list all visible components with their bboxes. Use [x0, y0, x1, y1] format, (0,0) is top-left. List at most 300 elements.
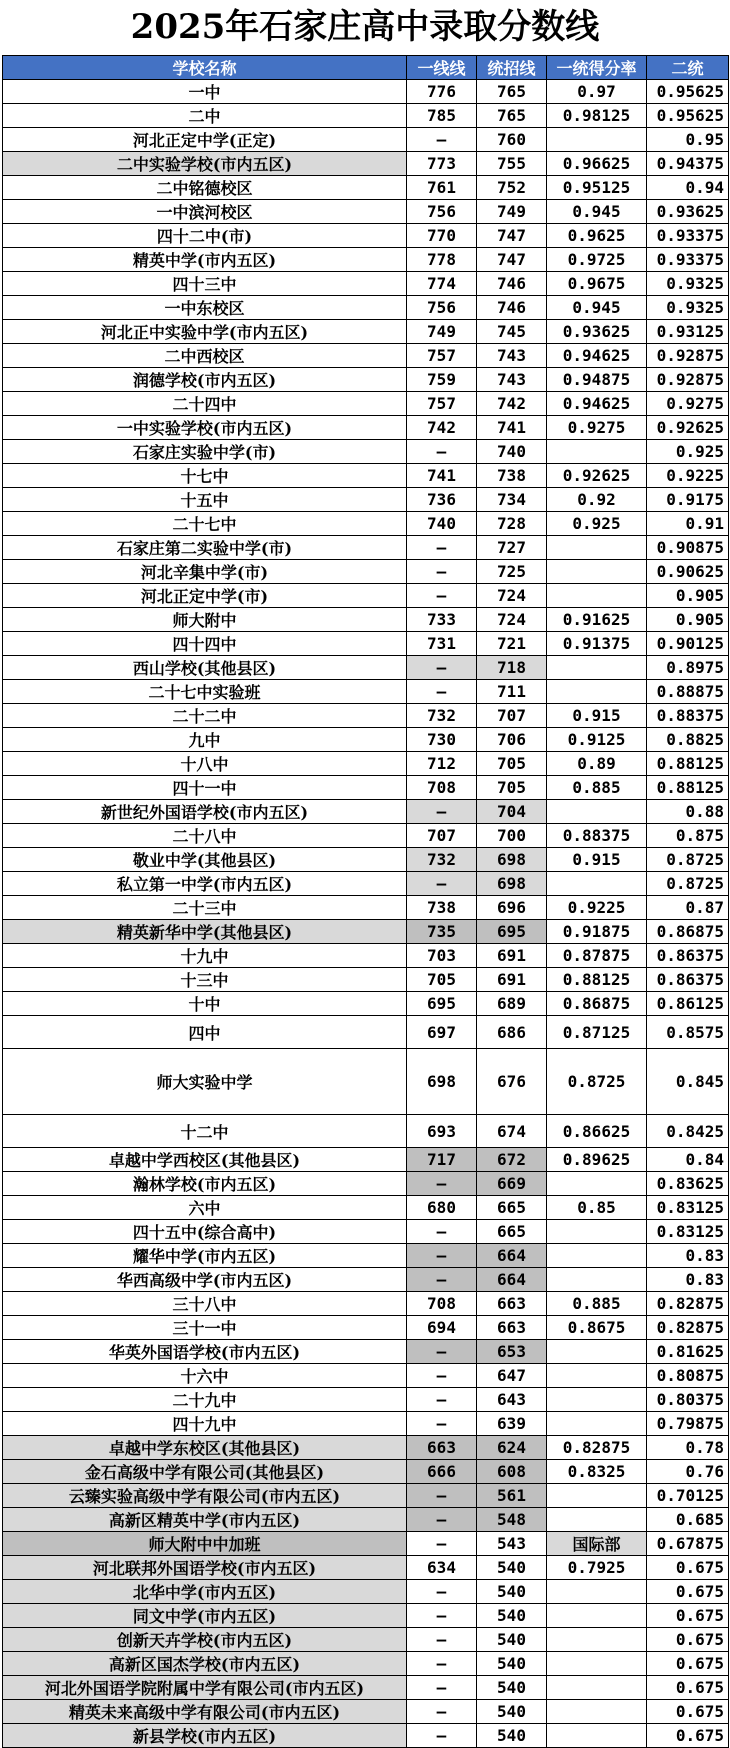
- unified-line-cell: 665: [477, 1220, 547, 1244]
- second-unified-cell: 0.875: [647, 824, 729, 848]
- unified-line-cell: 749: [477, 200, 547, 224]
- second-unified-cell: 0.83125: [647, 1220, 729, 1244]
- score-rate-cell: 0.98125: [547, 104, 647, 128]
- unified-line-cell: 561: [477, 1484, 547, 1508]
- table-row: [3, 320, 729, 344]
- line-one-cell: 735: [407, 920, 477, 944]
- line-one-cell: –: [407, 1580, 477, 1604]
- line-one-cell: 740: [407, 512, 477, 536]
- score-rate-cell: 0.91875: [547, 920, 647, 944]
- score-rate-cell: [547, 1364, 647, 1388]
- unified-line-cell: 669: [477, 1172, 547, 1196]
- school-name-cell: 二十九中: [3, 1388, 407, 1412]
- second-unified-cell: 0.92875: [647, 344, 729, 368]
- table-row: [3, 1412, 729, 1436]
- score-rate-cell: 0.85: [547, 1196, 647, 1220]
- line-one-cell: 749: [407, 320, 477, 344]
- table-row: [3, 1148, 729, 1172]
- line-one-cell: 742: [407, 416, 477, 440]
- line-one-cell: –: [407, 536, 477, 560]
- school-name-cell: 华西高级中学(市内五区): [3, 1268, 407, 1292]
- unified-line-cell: 718: [477, 656, 547, 680]
- table-row: [3, 752, 729, 776]
- table-row: [3, 848, 729, 872]
- school-name-cell: 云臻实验高级中学有限公司(市内五区): [3, 1484, 407, 1508]
- second-unified-cell: 0.94: [647, 176, 729, 200]
- school-name-cell: 精英中学(市内五区): [3, 248, 407, 272]
- unified-line-cell: 674: [477, 1115, 547, 1148]
- second-unified-cell: 0.94375: [647, 152, 729, 176]
- school-name-cell: 精英新华中学(其他县区): [3, 920, 407, 944]
- unified-line-cell: 743: [477, 368, 547, 392]
- table-row: [3, 248, 729, 272]
- table-row: [3, 632, 729, 656]
- score-rate-cell: [547, 1676, 647, 1700]
- score-rate-cell: [547, 1484, 647, 1508]
- second-unified-cell: 0.845: [647, 1049, 729, 1115]
- score-rate-cell: 0.945: [547, 200, 647, 224]
- table-row: [3, 800, 729, 824]
- table-row: [3, 1508, 729, 1532]
- second-unified-cell: 0.83625: [647, 1172, 729, 1196]
- line-one-cell: 738: [407, 896, 477, 920]
- table-row: [3, 1700, 729, 1724]
- score-rate-cell: 0.97: [547, 80, 647, 104]
- second-unified-cell: 0.86125: [647, 992, 729, 1016]
- line-one-cell: –: [407, 1628, 477, 1652]
- line-one-cell: –: [407, 1484, 477, 1508]
- school-name-cell: 润德学校(市内五区): [3, 368, 407, 392]
- line-one-cell: –: [407, 1604, 477, 1628]
- second-unified-cell: 0.83: [647, 1244, 729, 1268]
- score-rate-cell: [547, 800, 647, 824]
- line-one-cell: 666: [407, 1460, 477, 1484]
- school-name-cell: 二十二中: [3, 704, 407, 728]
- line-one-cell: 634: [407, 1556, 477, 1580]
- table-row: [3, 440, 729, 464]
- unified-line-cell: 700: [477, 824, 547, 848]
- unified-line-cell: 728: [477, 512, 547, 536]
- school-name-cell: 二十七中实验班: [3, 680, 407, 704]
- table-row: [3, 176, 729, 200]
- table-row: [3, 1652, 729, 1676]
- score-rate-cell: [547, 1412, 647, 1436]
- line-one-cell: 736: [407, 488, 477, 512]
- second-unified-cell: 0.93125: [647, 320, 729, 344]
- line-one-cell: –: [407, 584, 477, 608]
- unified-line-cell: 765: [477, 80, 547, 104]
- school-name-cell: 精英未来高级中学有限公司(市内五区): [3, 1700, 407, 1724]
- second-unified-cell: 0.905: [647, 608, 729, 632]
- unified-line-cell: 664: [477, 1244, 547, 1268]
- school-name-cell: 三十一中: [3, 1316, 407, 1340]
- score-rate-cell: 0.9225: [547, 896, 647, 920]
- second-unified-cell: 0.9225: [647, 464, 729, 488]
- score-rate-cell: [547, 128, 647, 152]
- second-unified-cell: 0.90625: [647, 560, 729, 584]
- unified-line-cell: 707: [477, 704, 547, 728]
- score-rate-cell: [547, 1724, 647, 1748]
- school-name-cell: 四十九中: [3, 1412, 407, 1436]
- table-row: [3, 728, 729, 752]
- unified-line-cell: 705: [477, 752, 547, 776]
- second-unified-cell: 0.675: [647, 1676, 729, 1700]
- table-row: [3, 1388, 729, 1412]
- table-row: [3, 272, 729, 296]
- score-rate-cell: [547, 1652, 647, 1676]
- line-one-cell: 698: [407, 1049, 477, 1115]
- unified-line-cell: 755: [477, 152, 547, 176]
- school-name-cell: 卓越中学东校区(其他县区): [3, 1436, 407, 1460]
- line-one-cell: 663: [407, 1436, 477, 1460]
- school-name-cell: 金石高级中学有限公司(其他县区): [3, 1460, 407, 1484]
- table-row: [3, 1196, 729, 1220]
- second-unified-cell: 0.83125: [647, 1196, 729, 1220]
- line-one-cell: 757: [407, 344, 477, 368]
- unified-line-cell: 698: [477, 848, 547, 872]
- second-unified-cell: 0.88875: [647, 680, 729, 704]
- second-unified-cell: 0.675: [647, 1652, 729, 1676]
- score-rate-cell: 国际部: [547, 1532, 647, 1556]
- score-rate-cell: 0.9125: [547, 728, 647, 752]
- score-rate-cell: 0.885: [547, 1292, 647, 1316]
- unified-line-cell: 741: [477, 416, 547, 440]
- unified-line-cell: 745: [477, 320, 547, 344]
- line-one-cell: 756: [407, 296, 477, 320]
- table-row: [3, 1628, 729, 1652]
- school-name-cell: 耀华中学(市内五区): [3, 1244, 407, 1268]
- school-name-cell: 河北正定中学(市): [3, 584, 407, 608]
- line-one-cell: 757: [407, 392, 477, 416]
- unified-line-cell: 698: [477, 872, 547, 896]
- line-one-cell: –: [407, 128, 477, 152]
- table-row: [3, 584, 729, 608]
- line-one-cell: 731: [407, 632, 477, 656]
- unified-line-cell: 743: [477, 344, 547, 368]
- score-rate-cell: 0.88125: [547, 968, 647, 992]
- score-rate-cell: [547, 656, 647, 680]
- unified-line-cell: 647: [477, 1364, 547, 1388]
- unified-line-cell: 608: [477, 1460, 547, 1484]
- second-unified-cell: 0.90875: [647, 536, 729, 560]
- school-name-cell: 敬业中学(其他县区): [3, 848, 407, 872]
- school-name-cell: 二十三中: [3, 896, 407, 920]
- second-unified-cell: 0.8575: [647, 1016, 729, 1049]
- table-row: [3, 200, 729, 224]
- table-row: [3, 824, 729, 848]
- line-one-cell: 708: [407, 1292, 477, 1316]
- unified-line-cell: 686: [477, 1016, 547, 1049]
- score-rate-cell: 0.7925: [547, 1556, 647, 1580]
- second-unified-cell: 0.8725: [647, 872, 729, 896]
- school-name-cell: 二十七中: [3, 512, 407, 536]
- second-unified-cell: 0.88375: [647, 704, 729, 728]
- line-one-cell: –: [407, 1388, 477, 1412]
- second-unified-cell: 0.675: [647, 1580, 729, 1604]
- score-rate-cell: 0.8725: [547, 1049, 647, 1115]
- table-row: [3, 296, 729, 320]
- score-rate-cell: [547, 536, 647, 560]
- school-name-cell: 九中: [3, 728, 407, 752]
- school-name-cell: 师大附中: [3, 608, 407, 632]
- school-name-cell: 二中西校区: [3, 344, 407, 368]
- header-unified-line: 统招线: [477, 56, 547, 80]
- second-unified-cell: 0.675: [647, 1724, 729, 1748]
- score-rate-cell: [547, 584, 647, 608]
- school-name-cell: 十二中: [3, 1115, 407, 1148]
- unified-line-cell: 747: [477, 224, 547, 248]
- line-one-cell: 761: [407, 176, 477, 200]
- second-unified-cell: 0.78: [647, 1436, 729, 1460]
- table-row: [3, 992, 729, 1016]
- unified-line-cell: 540: [477, 1604, 547, 1628]
- school-name-cell: 四中: [3, 1016, 407, 1049]
- school-name-cell: 四十二中(市): [3, 224, 407, 248]
- line-one-cell: 785: [407, 104, 477, 128]
- line-one-cell: 730: [407, 728, 477, 752]
- line-one-cell: –: [407, 1268, 477, 1292]
- second-unified-cell: 0.8975: [647, 656, 729, 680]
- unified-line-cell: 540: [477, 1676, 547, 1700]
- line-one-cell: 773: [407, 152, 477, 176]
- line-one-cell: –: [407, 800, 477, 824]
- score-rate-cell: 0.9675: [547, 272, 647, 296]
- unified-line-cell: 706: [477, 728, 547, 752]
- score-rate-cell: [547, 560, 647, 584]
- line-one-cell: –: [407, 1172, 477, 1196]
- table-row: [3, 1292, 729, 1316]
- score-rate-cell: [547, 1700, 647, 1724]
- second-unified-cell: 0.685: [647, 1508, 729, 1532]
- score-rate-cell: 0.91625: [547, 608, 647, 632]
- second-unified-cell: 0.83: [647, 1268, 729, 1292]
- score-rate-cell: [547, 1244, 647, 1268]
- score-rate-cell: 0.94625: [547, 344, 647, 368]
- score-rate-cell: [547, 1340, 647, 1364]
- line-one-cell: –: [407, 1508, 477, 1532]
- school-name-cell: 新世纪外国语学校(市内五区): [3, 800, 407, 824]
- table-row: [3, 416, 729, 440]
- unified-line-cell: 540: [477, 1556, 547, 1580]
- line-one-cell: 733: [407, 608, 477, 632]
- score-rate-cell: 0.88375: [547, 824, 647, 848]
- school-name-cell: 师大附中中加班: [3, 1532, 407, 1556]
- line-one-cell: –: [407, 1340, 477, 1364]
- score-rate-cell: 0.82875: [547, 1436, 647, 1460]
- line-one-cell: 707: [407, 824, 477, 848]
- school-name-cell: 二中: [3, 104, 407, 128]
- table-row: [3, 1220, 729, 1244]
- school-name-cell: 四十三中: [3, 272, 407, 296]
- second-unified-cell: 0.93375: [647, 224, 729, 248]
- line-one-cell: 756: [407, 200, 477, 224]
- unified-line-cell: 740: [477, 440, 547, 464]
- unified-line-cell: 540: [477, 1652, 547, 1676]
- second-unified-cell: 0.93625: [647, 200, 729, 224]
- second-unified-cell: 0.675: [647, 1700, 729, 1724]
- second-unified-cell: 0.91: [647, 512, 729, 536]
- table-row: [3, 1340, 729, 1364]
- table-row: [3, 1172, 729, 1196]
- unified-line-cell: 721: [477, 632, 547, 656]
- table-row: [3, 344, 729, 368]
- school-name-cell: 师大实验中学: [3, 1049, 407, 1115]
- table-row: [3, 920, 729, 944]
- second-unified-cell: 0.82875: [647, 1316, 729, 1340]
- second-unified-cell: 0.9325: [647, 296, 729, 320]
- school-name-cell: 十中: [3, 992, 407, 1016]
- table-row: [3, 704, 729, 728]
- unified-line-cell: 738: [477, 464, 547, 488]
- score-rate-cell: 0.86625: [547, 1115, 647, 1148]
- line-one-cell: 732: [407, 704, 477, 728]
- table-row: [3, 128, 729, 152]
- table-row: [3, 104, 729, 128]
- school-name-cell: 私立第一中学(市内五区): [3, 872, 407, 896]
- unified-line-cell: 724: [477, 608, 547, 632]
- unified-line-cell: 727: [477, 536, 547, 560]
- score-rate-cell: 0.87875: [547, 944, 647, 968]
- school-name-cell: 三十八中: [3, 1292, 407, 1316]
- score-rate-cell: 0.8675: [547, 1316, 647, 1340]
- second-unified-cell: 0.675: [647, 1628, 729, 1652]
- school-name-cell: 二中实验学校(市内五区): [3, 152, 407, 176]
- score-rate-cell: 0.915: [547, 704, 647, 728]
- unified-line-cell: 765: [477, 104, 547, 128]
- line-one-cell: 732: [407, 848, 477, 872]
- score-rate-cell: 0.89: [547, 752, 647, 776]
- table-row: [3, 608, 729, 632]
- score-rate-cell: 0.94875: [547, 368, 647, 392]
- score-rate-cell: [547, 1508, 647, 1532]
- score-rate-cell: 0.915: [547, 848, 647, 872]
- school-name-cell: 河北外国语学院附属中学有限公司(市内五区): [3, 1676, 407, 1700]
- school-name-cell: 二十八中: [3, 824, 407, 848]
- unified-line-cell: 760: [477, 128, 547, 152]
- second-unified-cell: 0.9275: [647, 392, 729, 416]
- line-one-cell: –: [407, 680, 477, 704]
- second-unified-cell: 0.88125: [647, 776, 729, 800]
- line-one-cell: 695: [407, 992, 477, 1016]
- school-name-cell: 十七中: [3, 464, 407, 488]
- table-row: [3, 512, 729, 536]
- table-row: [3, 368, 729, 392]
- unified-line-cell: 663: [477, 1292, 547, 1316]
- score-rate-cell: 0.9625: [547, 224, 647, 248]
- school-name-cell: 十五中: [3, 488, 407, 512]
- table-row: [3, 1115, 729, 1148]
- line-one-cell: –: [407, 1532, 477, 1556]
- school-name-cell: 十九中: [3, 944, 407, 968]
- line-one-cell: 703: [407, 944, 477, 968]
- unified-line-cell: 663: [477, 1316, 547, 1340]
- score-rate-cell: 0.95125: [547, 176, 647, 200]
- second-unified-cell: 0.84: [647, 1148, 729, 1172]
- table-row: [3, 1580, 729, 1604]
- second-unified-cell: 0.93375: [647, 248, 729, 272]
- school-name-cell: 河北正定中学(正定): [3, 128, 407, 152]
- second-unified-cell: 0.82875: [647, 1292, 729, 1316]
- line-one-cell: –: [407, 1652, 477, 1676]
- unified-line-cell: 746: [477, 296, 547, 320]
- second-unified-cell: 0.90125: [647, 632, 729, 656]
- table-row: [3, 896, 729, 920]
- unified-line-cell: 695: [477, 920, 547, 944]
- unified-line-cell: 653: [477, 1340, 547, 1364]
- unified-line-cell: 691: [477, 968, 547, 992]
- unified-line-cell: 540: [477, 1700, 547, 1724]
- school-name-cell: 一中滨河校区: [3, 200, 407, 224]
- table-row: [3, 152, 729, 176]
- line-one-cell: 694: [407, 1316, 477, 1340]
- table-row: [3, 944, 729, 968]
- header-line-one: 一线线: [407, 56, 477, 80]
- unified-line-cell: 705: [477, 776, 547, 800]
- line-one-cell: 705: [407, 968, 477, 992]
- unified-line-cell: 689: [477, 992, 547, 1016]
- line-one-cell: 741: [407, 464, 477, 488]
- second-unified-cell: 0.8725: [647, 848, 729, 872]
- score-rate-cell: 0.8325: [547, 1460, 647, 1484]
- table-body: [3, 80, 729, 1748]
- school-name-cell: 一中东校区: [3, 296, 407, 320]
- second-unified-cell: 0.95: [647, 128, 729, 152]
- school-name-cell: 二中铭德校区: [3, 176, 407, 200]
- second-unified-cell: 0.79875: [647, 1412, 729, 1436]
- table-row: [3, 536, 729, 560]
- school-name-cell: 新县学校(市内五区): [3, 1724, 407, 1748]
- line-one-cell: 708: [407, 776, 477, 800]
- score-rate-cell: 0.94625: [547, 392, 647, 416]
- unified-line-cell: 704: [477, 800, 547, 824]
- line-one-cell: –: [407, 1364, 477, 1388]
- score-rate-cell: [547, 680, 647, 704]
- line-one-cell: –: [407, 440, 477, 464]
- second-unified-cell: 0.87: [647, 896, 729, 920]
- second-unified-cell: 0.8425: [647, 1115, 729, 1148]
- school-name-cell: 一中: [3, 80, 407, 104]
- score-rate-cell: [547, 872, 647, 896]
- table-row: [3, 1460, 729, 1484]
- score-rate-cell: [547, 1388, 647, 1412]
- line-one-cell: 759: [407, 368, 477, 392]
- score-rate-cell: 0.885: [547, 776, 647, 800]
- unified-line-cell: 548: [477, 1508, 547, 1532]
- school-name-cell: 北华中学(市内五区): [3, 1580, 407, 1604]
- unified-line-cell: 624: [477, 1436, 547, 1460]
- unified-line-cell: 664: [477, 1268, 547, 1292]
- unified-line-cell: 691: [477, 944, 547, 968]
- score-rate-cell: [547, 440, 647, 464]
- table-header-row: [3, 56, 729, 80]
- header-score-rate: 一统得分率: [547, 56, 647, 80]
- school-name-cell: 四十五中(综合高中): [3, 1220, 407, 1244]
- page-title: 2025年石家庄高中录取分数线: [130, 7, 600, 47]
- school-name-cell: 十三中: [3, 968, 407, 992]
- score-rate-cell: [547, 1628, 647, 1652]
- line-one-cell: –: [407, 1412, 477, 1436]
- table-row: [3, 1484, 729, 1508]
- unified-line-cell: 696: [477, 896, 547, 920]
- unified-line-cell: 540: [477, 1580, 547, 1604]
- line-one-cell: –: [407, 872, 477, 896]
- table-row: [3, 560, 729, 584]
- line-one-cell: 717: [407, 1148, 477, 1172]
- score-rate-cell: 0.93625: [547, 320, 647, 344]
- line-one-cell: –: [407, 1676, 477, 1700]
- unified-line-cell: 643: [477, 1388, 547, 1412]
- second-unified-cell: 0.80875: [647, 1364, 729, 1388]
